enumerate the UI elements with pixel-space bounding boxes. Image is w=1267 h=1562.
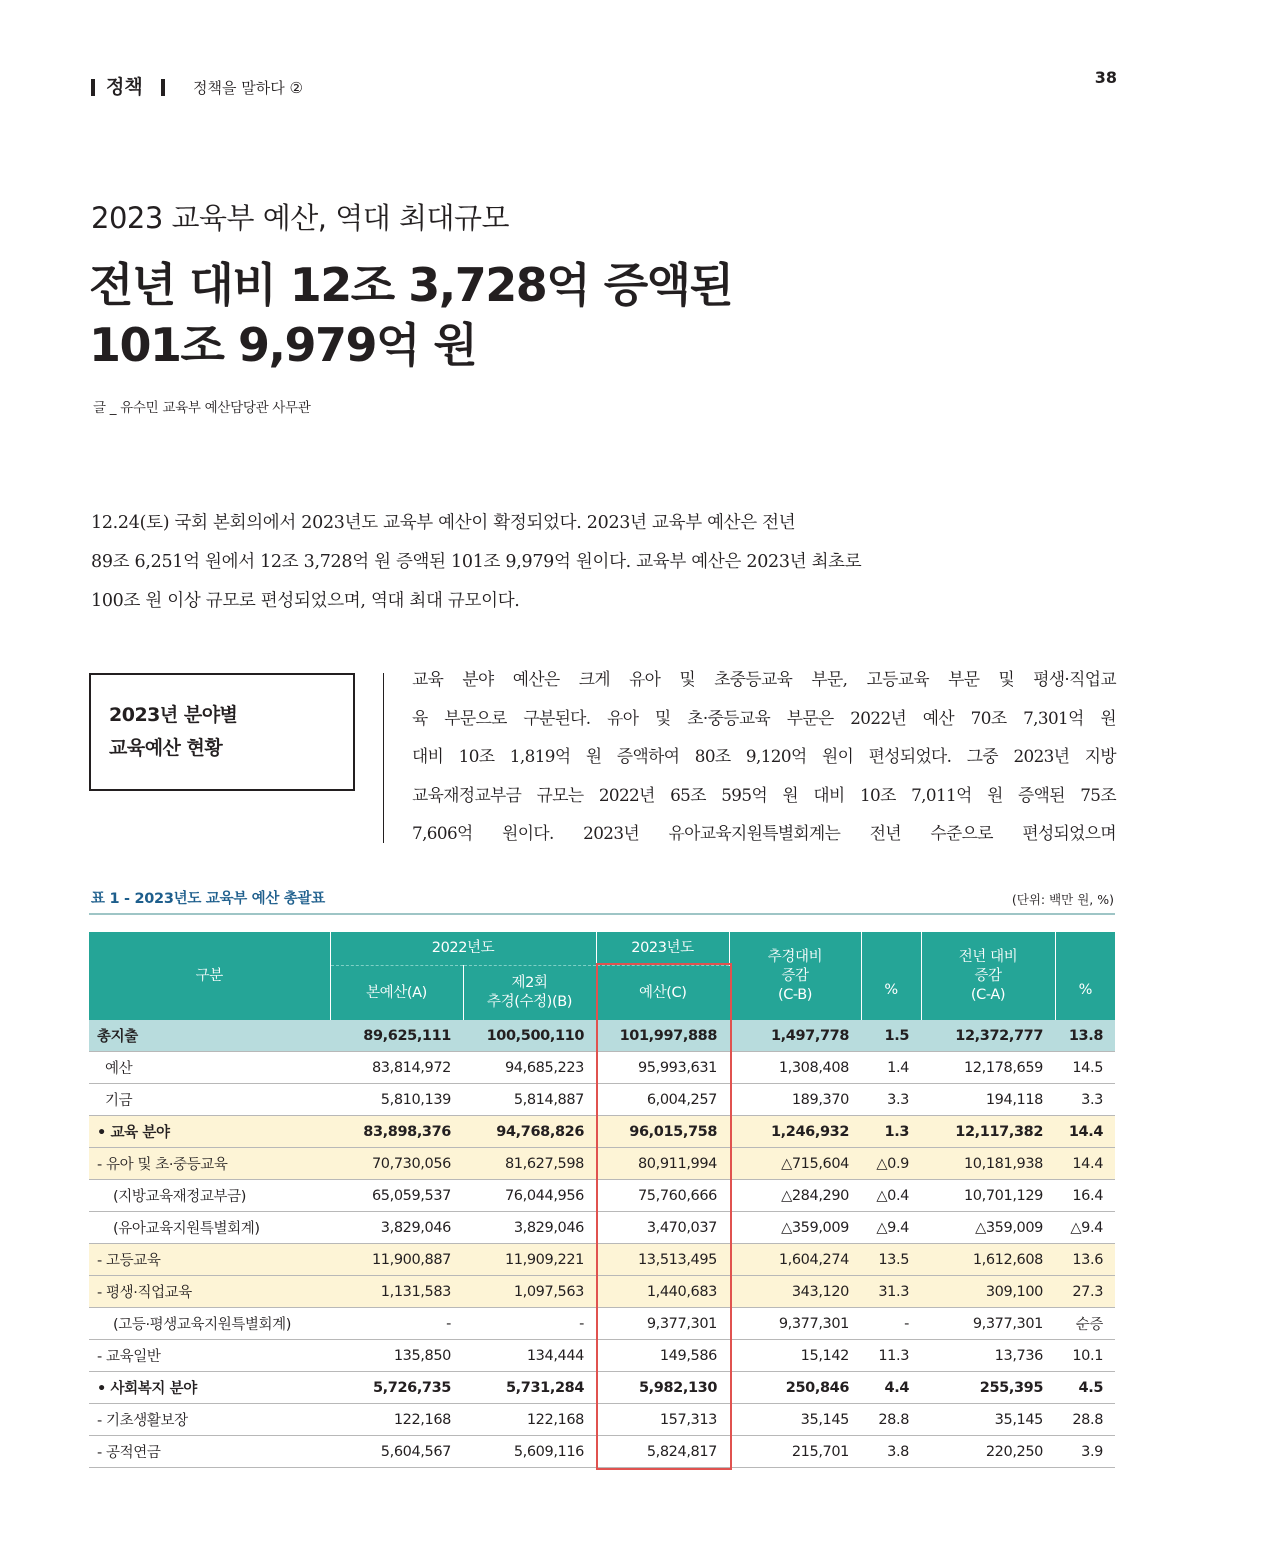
cell-c: 75,760,666 bbox=[596, 1180, 729, 1212]
row-label: - 교육일반 bbox=[89, 1340, 330, 1372]
table-body bbox=[89, 1020, 1115, 1468]
row-label: 예산 bbox=[89, 1052, 330, 1084]
body-line: 교육 분야 예산은 크게 유아 및 초중등교육 부문, 고등교육 부문 및 평생·직업교 bbox=[412, 669, 1116, 689]
cell-cb: 35,145 bbox=[729, 1404, 861, 1436]
cell-p2: △9.4 bbox=[1055, 1212, 1115, 1244]
cell-a: - bbox=[330, 1308, 463, 1340]
table-row bbox=[89, 1116, 1115, 1148]
lead-line: 12.24(토) 국회 본회의에서 2023년도 교육부 예산이 확정되었다. 2023년 교육부 예산은 전년 bbox=[91, 513, 796, 533]
row-label: (고등·평생교육지원특별회계) bbox=[89, 1308, 330, 1340]
table-row bbox=[89, 1084, 1115, 1116]
lead-paragraph bbox=[91, 504, 951, 621]
cell-cb: 9,377,301 bbox=[729, 1308, 861, 1340]
cell-c: 80,911,994 bbox=[596, 1148, 729, 1180]
cell-ca: 194,118 bbox=[921, 1084, 1055, 1116]
table-row bbox=[89, 1212, 1115, 1244]
cell-cb: 15,142 bbox=[729, 1340, 861, 1372]
header-pct-prev: % bbox=[1055, 932, 1115, 1020]
cell-cb: 215,701 bbox=[729, 1436, 861, 1468]
table-row bbox=[89, 1148, 1115, 1180]
cell-b: - bbox=[463, 1308, 596, 1340]
section-subtitle: 정책을 말하다 ② bbox=[193, 79, 303, 97]
cell-p2: 16.4 bbox=[1055, 1180, 1115, 1212]
page-number: 38 bbox=[1094, 68, 1117, 87]
cell-p2: 28.8 bbox=[1055, 1404, 1115, 1436]
cell-cb: 343,120 bbox=[729, 1276, 861, 1308]
row-label: • 사회복지 분야 bbox=[89, 1372, 330, 1404]
header-line: 증감 bbox=[974, 967, 1002, 984]
section-bar-right bbox=[161, 79, 165, 96]
subheading-line: 2023년 분야별 bbox=[109, 704, 238, 726]
cell-p2: 3.9 bbox=[1055, 1436, 1115, 1468]
cell-b: 81,627,598 bbox=[463, 1148, 596, 1180]
header-base: 본예산(A) bbox=[330, 966, 463, 1021]
cell-cb: 189,370 bbox=[729, 1084, 861, 1116]
table-row bbox=[89, 1308, 1115, 1340]
row-label: - 고등교육 bbox=[89, 1244, 330, 1276]
cell-p2: 순증 bbox=[1055, 1308, 1115, 1340]
cell-c: 13,513,495 bbox=[596, 1244, 729, 1276]
cell-b: 5,731,284 bbox=[463, 1372, 596, 1404]
cell-cb: 250,846 bbox=[729, 1372, 861, 1404]
cell-p1: 3.8 bbox=[861, 1436, 921, 1468]
cell-ca: 10,701,129 bbox=[921, 1180, 1055, 1212]
cell-b: 5,609,116 bbox=[463, 1436, 596, 1468]
article-title bbox=[89, 255, 733, 375]
subheading-box bbox=[89, 673, 355, 791]
cell-p2: 3.3 bbox=[1055, 1084, 1115, 1116]
header-line: 추경(수정)(B) bbox=[487, 994, 573, 1010]
cell-a: 5,726,735 bbox=[330, 1372, 463, 1404]
header-vs-supp bbox=[729, 932, 861, 1020]
cell-cb: △715,604 bbox=[729, 1148, 861, 1180]
cell-b: 76,044,956 bbox=[463, 1180, 596, 1212]
cell-cb: △284,290 bbox=[729, 1180, 861, 1212]
cell-p1: △9.4 bbox=[861, 1212, 921, 1244]
cell-cb: △359,009 bbox=[729, 1212, 861, 1244]
article-kicker: 2023 교육부 예산, 역대 최대규모 bbox=[91, 201, 510, 235]
cell-p1: △0.4 bbox=[861, 1180, 921, 1212]
cell-p2: 27.3 bbox=[1055, 1276, 1115, 1308]
header-supp bbox=[463, 966, 596, 1021]
cell-b: 134,444 bbox=[463, 1340, 596, 1372]
header-category: 구분 bbox=[89, 932, 330, 1020]
row-label: - 평생·직업교육 bbox=[89, 1276, 330, 1308]
cell-a: 83,898,376 bbox=[330, 1116, 463, 1148]
cell-c: 1,440,683 bbox=[596, 1276, 729, 1308]
table-row bbox=[89, 1180, 1115, 1212]
cell-a: 83,814,972 bbox=[330, 1052, 463, 1084]
cell-b: 100,500,110 bbox=[463, 1020, 596, 1052]
cell-p2: 14.5 bbox=[1055, 1052, 1115, 1084]
cell-c: 101,997,888 bbox=[596, 1020, 729, 1052]
header-line: 전년 대비 bbox=[958, 948, 1018, 965]
cell-c: 95,993,631 bbox=[596, 1052, 729, 1084]
cell-p1: 13.5 bbox=[861, 1244, 921, 1276]
cell-c: 9,377,301 bbox=[596, 1308, 729, 1340]
cell-a: 89,625,111 bbox=[330, 1020, 463, 1052]
cell-a: 5,810,139 bbox=[330, 1084, 463, 1116]
lead-line: 89조 6,251억 원에서 12조 3,728억 원 증액된 101조 9,979억 원이다. 교육부 예산은 2023년 최초로 bbox=[91, 552, 862, 572]
cell-c: 5,982,130 bbox=[596, 1372, 729, 1404]
subheading-line: 교육예산 현황 bbox=[109, 737, 223, 759]
article-title-line: 전년 대비 12조 3,728억 증액된 bbox=[89, 258, 733, 312]
cell-c: 96,015,758 bbox=[596, 1116, 729, 1148]
cell-p2: 13.6 bbox=[1055, 1244, 1115, 1276]
table-row bbox=[89, 1276, 1115, 1308]
header-2022: 2022년도 bbox=[330, 932, 596, 966]
section-bar-left bbox=[91, 79, 95, 96]
cell-p1: 1.4 bbox=[861, 1052, 921, 1084]
cell-p2: 14.4 bbox=[1055, 1148, 1115, 1180]
row-label: - 유아 및 초·중등교육 bbox=[89, 1148, 330, 1180]
cell-a: 122,168 bbox=[330, 1404, 463, 1436]
cell-ca: 1,612,608 bbox=[921, 1244, 1055, 1276]
table-row bbox=[89, 1052, 1115, 1084]
cell-b: 94,685,223 bbox=[463, 1052, 596, 1084]
row-label: - 기초생활보장 bbox=[89, 1404, 330, 1436]
table-row bbox=[89, 1244, 1115, 1276]
table-unit: (단위: 백만 원, %) bbox=[1011, 892, 1114, 907]
lead-line: 100조 원 이상 규모로 편성되었으며, 역대 최대 규모이다. bbox=[91, 591, 520, 611]
cell-a: 3,829,046 bbox=[330, 1212, 463, 1244]
table-row bbox=[89, 1404, 1115, 1436]
budget-table bbox=[89, 932, 1115, 1468]
cell-b: 1,097,563 bbox=[463, 1276, 596, 1308]
header-line: (C-B) bbox=[777, 986, 813, 1003]
cell-c: 5,824,817 bbox=[596, 1436, 729, 1468]
cell-a: 70,730,056 bbox=[330, 1148, 463, 1180]
article-title-line: 101조 9,979억 원 bbox=[89, 318, 477, 372]
cell-p2: 4.5 bbox=[1055, 1372, 1115, 1404]
cell-ca: 12,372,777 bbox=[921, 1020, 1055, 1052]
cell-p1: △0.9 bbox=[861, 1148, 921, 1180]
row-label: • 교육 분야 bbox=[89, 1116, 330, 1148]
cell-a: 1,131,583 bbox=[330, 1276, 463, 1308]
cell-ca: 220,250 bbox=[921, 1436, 1055, 1468]
header-line: 제2회 bbox=[511, 975, 548, 991]
cell-b: 5,814,887 bbox=[463, 1084, 596, 1116]
table-row bbox=[89, 1372, 1115, 1404]
cell-p2: 13.8 bbox=[1055, 1020, 1115, 1052]
header-line: 증감 bbox=[781, 967, 809, 984]
body-paragraph bbox=[412, 660, 1116, 853]
cell-p1: 1.5 bbox=[861, 1020, 921, 1052]
cell-c: 3,470,037 bbox=[596, 1212, 729, 1244]
table-row bbox=[89, 1436, 1115, 1468]
cell-ca: 12,117,382 bbox=[921, 1116, 1055, 1148]
cell-p1: - bbox=[861, 1308, 921, 1340]
cell-p1: 31.3 bbox=[861, 1276, 921, 1308]
cell-c: 149,586 bbox=[596, 1340, 729, 1372]
cell-p1: 11.3 bbox=[861, 1340, 921, 1372]
page-header bbox=[91, 68, 1117, 102]
body-line: 육 부문으로 구분된다. 유아 및 초·중등교육 부문은 2022년 예산 70조 7,301억 원 bbox=[412, 707, 1116, 728]
cell-cb: 1,497,778 bbox=[729, 1020, 861, 1052]
table-row bbox=[89, 1020, 1115, 1052]
cell-ca: 13,736 bbox=[921, 1340, 1055, 1372]
body-line: 대비 10조 1,819억 원 증액하여 80조 9,120억 원이 편성되었다. 그중 2023년 지방 bbox=[412, 746, 1116, 766]
header-vs-prev bbox=[921, 932, 1055, 1020]
table-row bbox=[89, 1340, 1115, 1372]
cell-a: 5,604,567 bbox=[330, 1436, 463, 1468]
table-caption: 표 1 - 2023년도 교육부 예산 총괄표 bbox=[91, 891, 325, 907]
cell-p1: 1.3 bbox=[861, 1116, 921, 1148]
cell-cb: 1,246,932 bbox=[729, 1116, 861, 1148]
cell-b: 94,768,826 bbox=[463, 1116, 596, 1148]
header-budget: 예산(C) bbox=[596, 966, 729, 1021]
cell-cb: 1,308,408 bbox=[729, 1052, 861, 1084]
row-label: (유아교육지원특별회계) bbox=[89, 1212, 330, 1244]
row-label: - 공적연금 bbox=[89, 1436, 330, 1468]
row-label: (지방교육재정교부금) bbox=[89, 1180, 330, 1212]
cell-ca: 9,377,301 bbox=[921, 1308, 1055, 1340]
header-pct-supp: % bbox=[861, 932, 921, 1020]
subheading-text bbox=[109, 699, 237, 765]
body-line: 7,606억 원이다. 2023년 유아교육지원특별회계는 전년 수준으로 편성되었으며 bbox=[412, 823, 1116, 843]
cell-p2: 10.1 bbox=[1055, 1340, 1115, 1372]
row-label: 총지출 bbox=[89, 1020, 330, 1052]
cell-c: 6,004,257 bbox=[596, 1084, 729, 1116]
header-2023: 2023년도 bbox=[596, 932, 729, 966]
cell-a: 65,059,537 bbox=[330, 1180, 463, 1212]
cell-b: 11,909,221 bbox=[463, 1244, 596, 1276]
cell-c: 157,313 bbox=[596, 1404, 729, 1436]
cell-ca: 35,145 bbox=[921, 1404, 1055, 1436]
cell-b: 122,168 bbox=[463, 1404, 596, 1436]
cell-ca: △359,009 bbox=[921, 1212, 1055, 1244]
cell-cb: 1,604,274 bbox=[729, 1244, 861, 1276]
byline: 글 _ 유수민 교육부 예산담당관 사무관 bbox=[93, 400, 311, 416]
cell-ca: 12,178,659 bbox=[921, 1052, 1055, 1084]
cell-b: 3,829,046 bbox=[463, 1212, 596, 1244]
cell-p1: 28.8 bbox=[861, 1404, 921, 1436]
cell-p2: 14.4 bbox=[1055, 1116, 1115, 1148]
body-line: 교육재정교부금 규모는 2022년 65조 595억 원 대비 10조 7,011억 원 증액된 75조 bbox=[412, 784, 1116, 805]
column-divider bbox=[383, 673, 384, 843]
row-label: 기금 bbox=[89, 1084, 330, 1116]
table-caption-rule bbox=[89, 913, 1115, 915]
header-line: 추경대비 bbox=[767, 948, 823, 965]
cell-p1: 4.4 bbox=[861, 1372, 921, 1404]
header-line: (C-A) bbox=[970, 986, 1006, 1003]
cell-ca: 309,100 bbox=[921, 1276, 1055, 1308]
section-label: 정책 bbox=[106, 76, 143, 98]
cell-a: 11,900,887 bbox=[330, 1244, 463, 1276]
cell-p1: 3.3 bbox=[861, 1084, 921, 1116]
cell-ca: 10,181,938 bbox=[921, 1148, 1055, 1180]
cell-ca: 255,395 bbox=[921, 1372, 1055, 1404]
cell-a: 135,850 bbox=[330, 1340, 463, 1372]
